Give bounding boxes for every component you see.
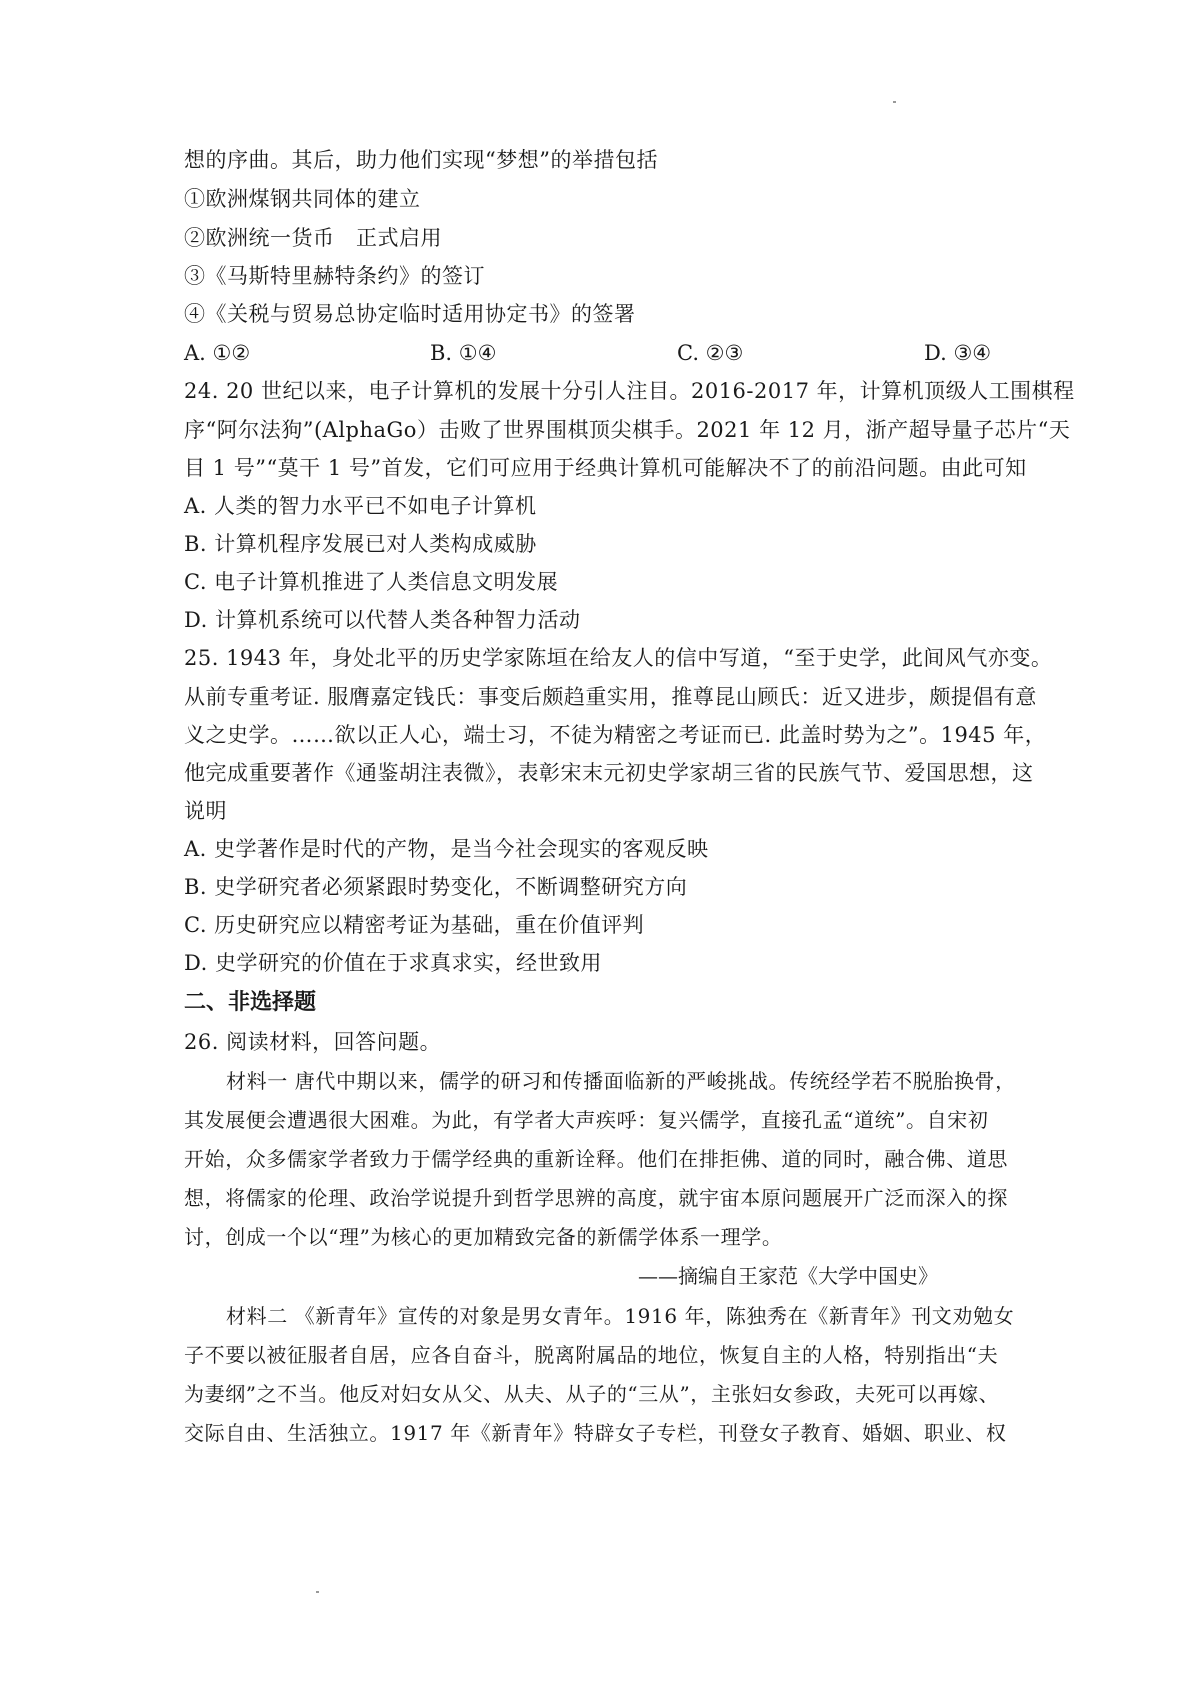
scan-speck	[893, 101, 896, 103]
q23-item-3: ③《马斯特里赫特条约》的签订	[184, 264, 485, 288]
q26-intro: 26. 阅读材料，回答问题。	[184, 1030, 442, 1054]
material1-line: 开始，众多儒家学者致力于儒学经典的重新诠释。他们在排拒佛、道的同时，融合佛、道思	[184, 1147, 1008, 1171]
q25-stem-line: 25. 1943 年，身处北平的历史学家陈垣在给友人的信中写道，“至于史学，此间风气亦变。	[184, 646, 1053, 670]
material1-line: 其发展便会遭遇很大困难。为此，有学者大声疾呼：复兴儒学，直接孔孟“道统”。自宋初	[184, 1108, 989, 1132]
q23-options	[184, 339, 1034, 367]
q24-option-c[interactable]: C. 电子计算机推进了人类信息文明发展	[184, 570, 559, 594]
q25-stem-line: 说明	[184, 799, 227, 823]
q24-option-d[interactable]: D. 计算机系统可以代替人类各种智力活动	[184, 608, 581, 632]
material2-line: 子不要以被征服者自居，应各自奋斗，脱离附属品的地位，恢复自主的人格，特别指出“夫	[184, 1343, 999, 1367]
q23-item-1: ①欧洲煤钢共同体的建立	[184, 187, 421, 211]
scan-speck	[316, 1591, 319, 1593]
q23-option-b[interactable]: B. ①④	[430, 341, 497, 365]
q23-stem-line: 想的序曲。其后，助力他们实现“梦想”的举措包括	[184, 148, 658, 172]
q24-option-a[interactable]: A. 人类的智力水平已不如电子计算机	[184, 494, 537, 518]
q25-option-b[interactable]: B. 史学研究者必须紧跟时势变化，不断调整研究方向	[184, 875, 688, 899]
material1-source: ——摘编自王家范《大学中国史》	[638, 1264, 938, 1288]
q25-stem-line: 他完成重要著作《通鉴胡注表微》，表彰宋末元初史学家胡三省的民族气节、爱国思想，这	[184, 761, 1034, 785]
q24-option-b[interactable]: B. 计算机程序发展已对人类构成威胁	[184, 532, 537, 556]
q25-option-a[interactable]: A. 史学著作是时代的产物，是当今社会现实的客观反映	[184, 837, 709, 861]
q23-option-c[interactable]: C. ②③	[677, 341, 744, 365]
q25-option-d[interactable]: D. 史学研究的价值在于求真求实，经世致用	[184, 951, 602, 975]
q24-stem-line: 序“阿尔法狗”(AlphaGo）击败了世界围棋顶尖棋手。2021 年 12 月，浙产超导量子芯片“天	[184, 418, 1071, 442]
q23-option-d[interactable]: D. ③④	[924, 341, 992, 365]
q23-item-4: ④《关税与贸易总协定临时适用协定书》的签署	[184, 302, 636, 326]
material2-line: 交际自由、生活独立。1917 年《新青年》特辟女子专栏，刊登女子教育、婚姻、职业、权	[184, 1421, 1007, 1445]
q25-stem-line: 义之史学。……欲以正人心，端士习，不徒为精密之考证而已. 此盖时势为之”。1945 年，	[184, 723, 1047, 747]
q23-option-a[interactable]: A. ①②	[184, 341, 251, 365]
section-heading: 二、非选择题	[184, 990, 317, 1015]
q25-option-c[interactable]: C. 历史研究应以精密考证为基础，重在价值评判	[184, 913, 645, 937]
q24-stem-line: 目 1 号”“莫干 1 号”首发，它们可应用于经典计算机可能解决不了的前沿问题。由此可知	[184, 456, 1027, 480]
material1-line: 材料一 唐代中期以来，儒学的研习和传播面临新的严峻挑战。传统经学若不脱胎换骨，	[226, 1069, 1016, 1093]
material2-line: 材料二 《新青年》宣传的对象是男女青年。1916 年，陈独秀在《新青年》刊文劝勉女	[226, 1304, 1015, 1328]
q25-stem-line: 从前专重考证. 服膺嘉定钱氏：事变后颇趋重实用，推尊昆山顾氏：近又进步，颇提倡有意	[184, 685, 1037, 709]
material1-line: 讨，创成一个以“理”为核心的更加精致完备的新儒学体系一理学。	[184, 1225, 783, 1249]
q24-stem-line: 24. 20 世纪以来，电子计算机的发展十分引人注目。2016-2017 年，计算机顶级人工围棋程	[184, 379, 1075, 403]
q23-item-2: ②欧洲统一货币 正式启用	[184, 226, 442, 250]
material1-line: 想，将儒家的伦理、政治学说提升到哲学思辨的高度，就宇宙本原问题展开广泛而深入的探	[184, 1186, 1008, 1210]
material2-line: 为妻纲”之不当。他反对妇女从父、从夫、从子的“三从”，主张妇女参政，夫死可以再嫁、	[184, 1382, 1000, 1406]
